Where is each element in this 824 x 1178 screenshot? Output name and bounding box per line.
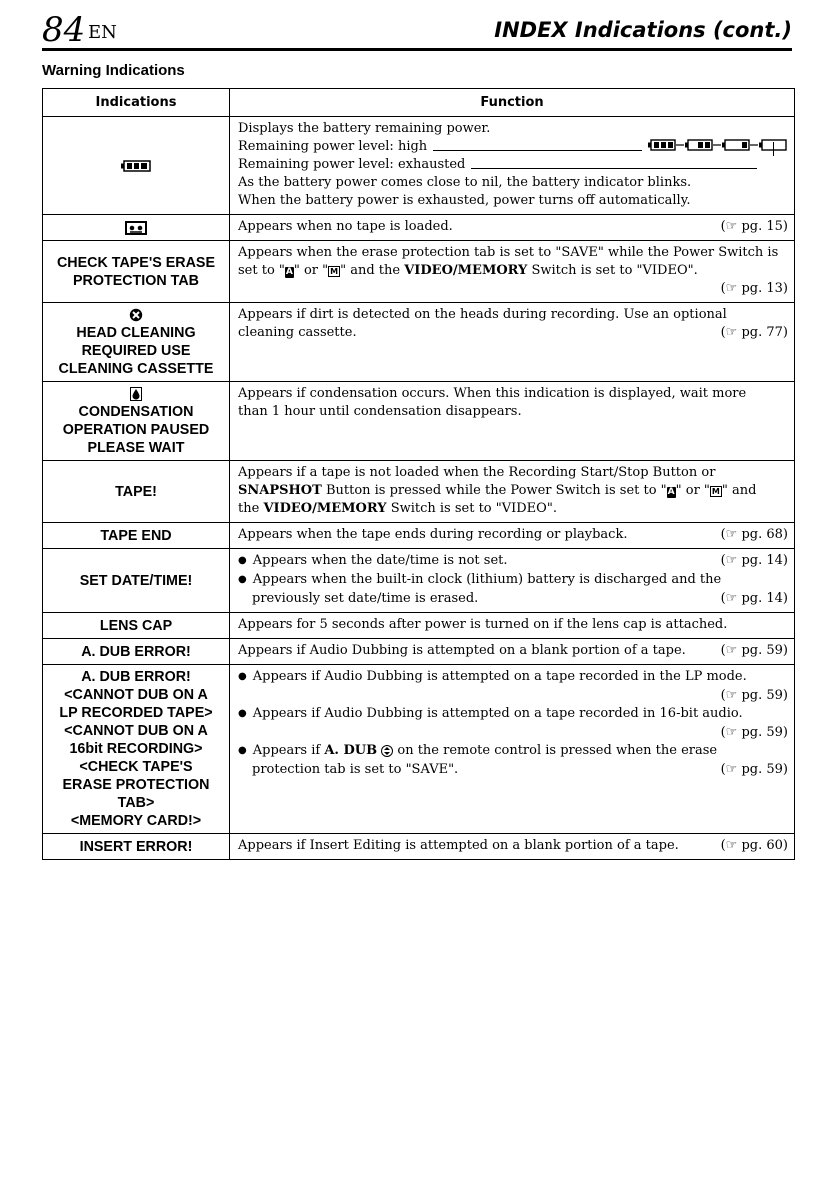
page-language: EN xyxy=(88,22,117,43)
function-cell: ● Appears when the date/time is not set. (☞ pg. 14) ● Appears when the built-in clock (lithium) battery is discharged and the previously set date/time is erased. (☞ pg. 14) xyxy=(230,549,795,613)
function-cell: Appears if Insert Editing is attempted on a blank portion of a tape. (☞ pg. 60) xyxy=(230,834,795,860)
auto-mode-icon: A xyxy=(667,487,675,497)
head-cleaning-icon xyxy=(129,308,143,322)
table-row xyxy=(43,613,795,639)
indication-cell: HEAD CLEANING REQUIRED USE CLEANING CASSETTE xyxy=(43,303,230,382)
function-cell: Appears when no tape is loaded. (☞ pg. 15) xyxy=(230,215,795,241)
indication-cell xyxy=(43,117,230,215)
dub-button-icon xyxy=(381,745,393,757)
indication-cell xyxy=(43,215,230,241)
page-ref: (☞ pg. 60) xyxy=(720,838,788,853)
manual-mode-icon: M xyxy=(711,487,720,496)
table-row xyxy=(43,117,795,215)
function-cell: Appears when the tape ends during recording or playback. (☞ pg. 68) xyxy=(230,523,795,549)
table-row xyxy=(43,665,795,834)
page-ref: (☞ pg. 59) xyxy=(720,725,788,740)
page-ref: (☞ pg. 15) xyxy=(720,219,788,234)
indication-cell: INSERT ERROR! xyxy=(43,834,230,860)
indication-cell: A. DUB ERROR! <CANNOT DUB ON A LP RECORDED TAPE> <CANNOT DUB ON A 16bit RECORDING> <CHECK TAPE'S ERASE PROTECTION TAB> <MEMORY CARD!> xyxy=(43,665,230,834)
page-number: 84 xyxy=(42,10,86,50)
indication-cell: CONDENSATION OPERATION PAUSED PLEASE WAIT xyxy=(43,382,230,461)
page-ref: (☞ pg. 59) xyxy=(720,688,788,703)
page-ref: (☞ pg. 13) xyxy=(720,281,788,296)
table-row xyxy=(43,303,795,382)
page-ref: (☞ pg. 59) xyxy=(720,762,788,777)
indication-cell: SET DATE/TIME! xyxy=(43,549,230,613)
page-ref: (☞ pg. 14) xyxy=(720,553,788,568)
leader-line xyxy=(471,156,757,169)
col-function-header: Function xyxy=(230,89,795,117)
table-row xyxy=(43,382,795,461)
function-cell: Appears when the erase protection tab is set to "SAVE" while the Power Switch is set to "A" or " M " and the VIDEO/MEMORY Switch is set to "VIDEO". (☞ pg. 13) xyxy=(230,241,795,303)
manual-mode-icon: M xyxy=(330,267,339,276)
function-cell: Appears if dirt is detected on the heads during recording. Use an optional cleaning cassette. (☞ pg. 77) xyxy=(230,303,795,382)
function-cell: Appears if condensation occurs. When this indication is displayed, wait more than 1 hour until condensation disappears. xyxy=(230,382,795,461)
auto-mode-icon: A xyxy=(285,267,293,277)
table-header-row xyxy=(43,89,795,117)
page-ref: (☞ pg. 59) xyxy=(720,643,788,658)
indication-cell: CHECK TAPE'S ERASE PROTECTION TAB xyxy=(43,241,230,303)
page-ref: (☞ pg. 77) xyxy=(720,325,788,340)
leader-line xyxy=(433,138,642,151)
indication-cell: A. DUB ERROR! xyxy=(43,639,230,665)
indication-cell: TAPE END xyxy=(43,523,230,549)
function-cell: ● Appears if Audio Dubbing is attempted on a tape recorded in the LP mode. (☞ pg. 59) ● Appears if Audio Dubbing is attempted on a tape recorded in 16-bit audio. (☞ pg. 59) ● Appears if A. DUB on the remote control is pressed when the erase protection tab is set to "SAVE". (☞ pg. 59) xyxy=(230,665,795,834)
page-ref: (☞ pg. 14) xyxy=(720,591,788,606)
table-row xyxy=(43,639,795,665)
section-title: Warning Indications xyxy=(42,62,185,79)
condensation-drop-icon xyxy=(130,387,142,401)
function-cell: Displays the battery remaining power. Remaining power level: high Remaining power level: exhausted As the battery power comes close to nil, the battery indicator blinks. When the battery power is exhausted, power turns off automatically. xyxy=(230,117,795,215)
table-row xyxy=(43,215,795,241)
table-row xyxy=(43,834,795,860)
warning-table xyxy=(42,88,795,860)
function-cell: Appears for 5 seconds after power is turned on if the lens cap is attached. xyxy=(230,613,795,639)
col-indications-header: Indications xyxy=(43,89,230,117)
indication-cell: LENS CAP xyxy=(43,613,230,639)
page-header xyxy=(42,10,792,51)
battery-icon xyxy=(121,160,151,172)
function-cell: Appears if Audio Dubbing is attempted on a blank portion of a tape. (☞ pg. 59) xyxy=(230,639,795,665)
indication-cell: TAPE! xyxy=(43,461,230,523)
page-title: INDEX Indications (cont.) xyxy=(494,18,792,42)
table-row xyxy=(43,523,795,549)
table-row xyxy=(43,461,795,523)
cassette-icon xyxy=(125,221,147,235)
function-cell: Appears if a tape is not loaded when the Recording Start/Stop Button or SNAPSHOT Button is pressed while the Power Switch is set to "A" or " M " and the VIDEO/MEMORY Switch is set to "VIDEO". xyxy=(230,461,795,523)
table-row xyxy=(43,549,795,613)
page-ref: (☞ pg. 68) xyxy=(720,527,788,542)
table-row xyxy=(43,241,795,303)
